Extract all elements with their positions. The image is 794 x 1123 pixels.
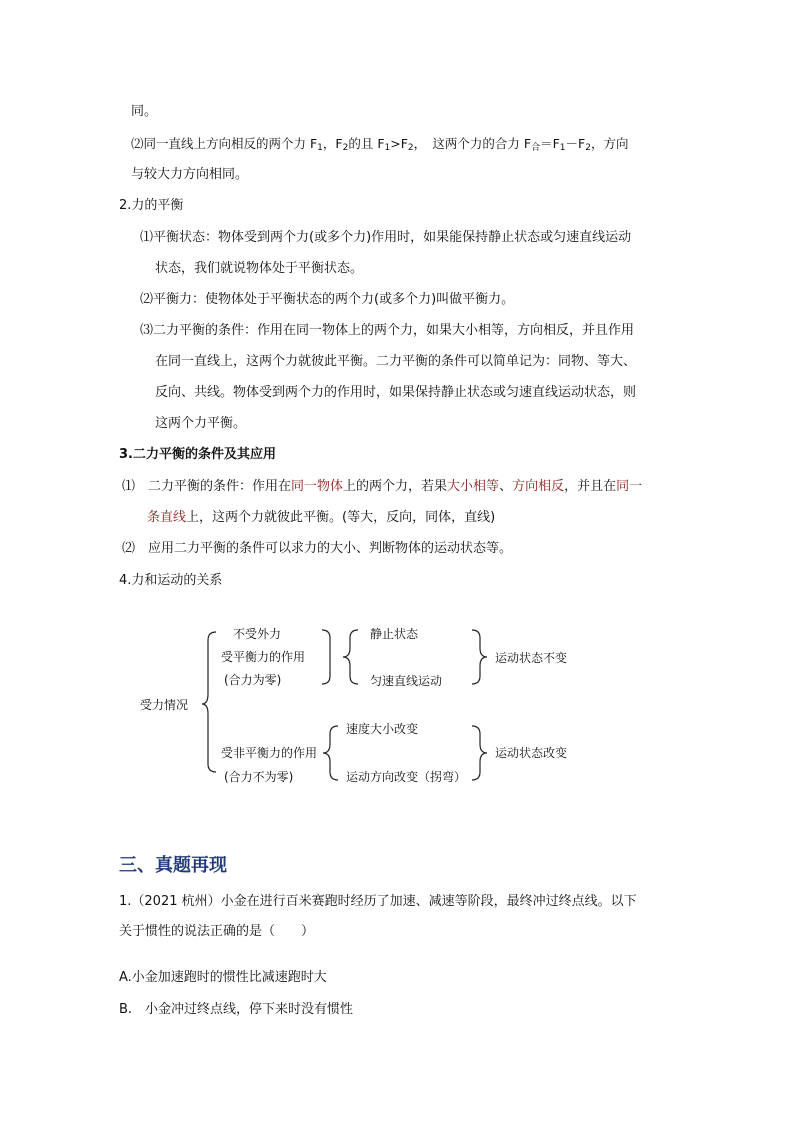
brace-b-right xyxy=(472,726,487,780)
brace-a-mid xyxy=(343,630,358,684)
node-label: 运动状态不变 xyxy=(495,651,568,665)
option-a: A.小金加速跑时的惯性比减速跑时大 xyxy=(119,970,327,985)
brace-root xyxy=(202,632,216,772)
text-fragment: 的且 F xyxy=(348,136,385,151)
node-label: (合力不为零) xyxy=(224,770,294,784)
highlight-text: 方向相反 xyxy=(512,479,565,494)
text-fragment: >F xyxy=(390,136,408,151)
text-line: 同。 xyxy=(131,104,158,119)
text-line: ⑵ 应用二力平衡的条件可以求力的大小、判断物体的运动状态等。 xyxy=(122,541,513,556)
text-fragment: ⑵同一直线上方向相反的两个力 F xyxy=(131,136,318,151)
subscript: 1 xyxy=(384,143,391,153)
text-fragment: ，方向 xyxy=(590,136,629,151)
text-line: 这两个力平衡。 xyxy=(155,416,247,431)
subscript: 2 xyxy=(342,143,349,153)
text-fragment: ＝F xyxy=(540,136,560,151)
question-text: 关于惯性的说法正确的是（ ） xyxy=(119,924,315,939)
brace-a-left xyxy=(322,630,330,684)
brace-a-right xyxy=(472,630,487,684)
node-label: 运动方向改变（拐弯） xyxy=(346,770,467,784)
node-label: 不受外力 xyxy=(233,627,282,641)
text-line: ⑵平衡力：使物体处于平衡状态的两个力(或多个力)叫做平衡力。 xyxy=(140,292,515,307)
highlight-text: 大小相等 xyxy=(447,479,500,494)
highlight-text: 同一 xyxy=(616,479,643,494)
text-line: ⑶二力平衡的条件：作用在同一物体上的两个力，如果大小相等，方向相反，并且作用 xyxy=(140,323,635,338)
subscript: 1 xyxy=(317,143,323,153)
node-label: 匀速直线运动 xyxy=(370,674,443,688)
text-fragment: 上的两个力，若果 xyxy=(343,479,448,494)
subscript: 2 xyxy=(585,143,591,153)
section-heading: 2.力的平衡 xyxy=(119,198,184,213)
node-label: 静止状态 xyxy=(370,627,419,641)
text-fragment: ， 这两个力的合力 F xyxy=(413,136,532,151)
node-label: 速度大小改变 xyxy=(346,722,419,736)
exam-section-title: 三、真题再现 xyxy=(119,855,227,876)
text-fragment: ⑴ 二力平衡的条件：作用在 xyxy=(122,479,292,494)
option-b: B. 小金冲过终点线，停下来时没有惯性 xyxy=(119,1002,354,1017)
brace-b-mid xyxy=(323,726,338,780)
text-fragment: －F xyxy=(565,136,586,151)
highlight-text: 条直线 xyxy=(147,510,187,525)
root-label: 受力情况 xyxy=(140,698,189,712)
text-line: 与较大力方向相同。 xyxy=(131,167,249,182)
subscript: 2 xyxy=(407,143,414,153)
subscript: 1 xyxy=(559,143,566,153)
text-line: 在同一直线上，这两个力就彼此平衡。二力平衡的条件可以简单记为：同物、等大、 xyxy=(155,354,637,369)
subscript: 合 xyxy=(531,143,541,153)
text-line: 反向、共线。物体受到两个力的作用时，如果保持静止状态或匀速直线运动状态，则 xyxy=(155,385,637,400)
highlight-text: 同一物体 xyxy=(291,479,344,494)
node-label: 受非平衡力的作用 xyxy=(221,746,318,760)
section-heading: 3.二力平衡的条件及其应用 xyxy=(119,447,276,462)
node-label: (合力为零) xyxy=(224,673,282,687)
text-fragment: ，并且在 xyxy=(564,479,617,494)
text-line: ⑴平衡状态：物体受到两个力(或多个力)作用时，如果能保持静止状态或匀速直线运动 xyxy=(140,230,632,245)
node-label: 运动状态改变 xyxy=(495,746,568,760)
section-heading: 4.力和运动的关系 xyxy=(119,573,223,588)
text-line: 状态，我们就说物体处于平衡状态。 xyxy=(155,261,364,276)
text-fragment: ，F xyxy=(322,136,343,151)
text-fragment: 、 xyxy=(499,479,513,494)
question-text: 1.（2021 杭州）小金在进行百米赛跑时经历了加速、减速等阶段，最终冲过终点线。以下 xyxy=(119,894,637,909)
node-label: 受平衡力的作用 xyxy=(221,650,306,664)
text-fragment: 上，这两个力就彼此平衡。(等大，反向，同体，直线) xyxy=(186,510,496,525)
